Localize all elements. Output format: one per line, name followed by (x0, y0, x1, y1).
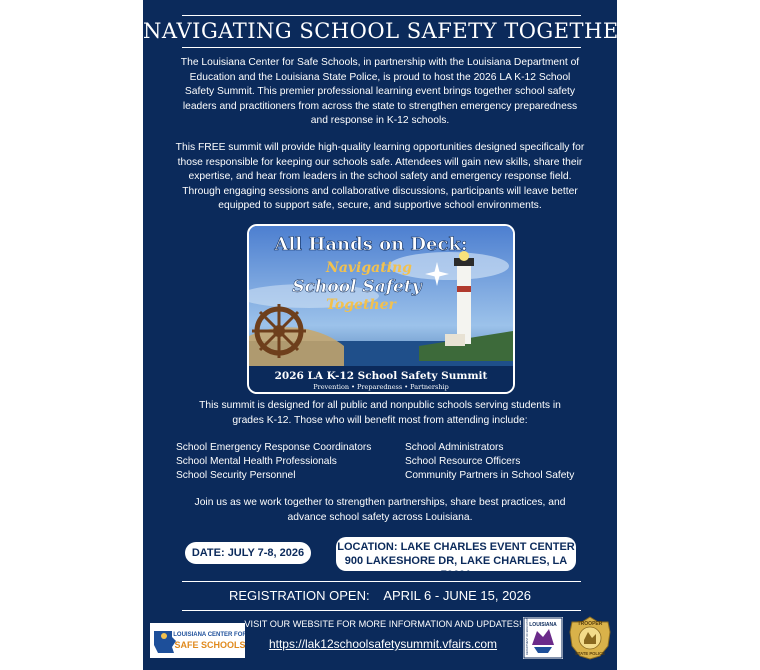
audience-list-right (405, 441, 574, 483)
intro-paragraph: The Louisiana Center for Safe Schools, in partnership with the Louisiana Department of Education and the Louisiana State Police, is proud to host the 2026 LA K-12 School Safety Summit. This premier professional learning event brings together school safety leaders and practitioners from across the state to strengthen emergency preparedness and response in K-12 schools. (180, 57, 580, 126)
banner-event-name: 2026 LA K-12 School Safety Summit (274, 370, 488, 382)
list-item: School Mental Health Professionals (176, 456, 337, 467)
top-rule (182, 15, 581, 16)
registration-bottom-rule (182, 610, 581, 611)
registration-label: REGISTRATION OPEN: (229, 588, 370, 603)
banner-script-1: Navigating (326, 260, 412, 276)
louisiana-state-police-badge (568, 616, 612, 660)
free-paragraph: This FREE summit will provide high-quality learning opportunities designed specifically for those responsible for keeping our schools safe. Attendees will gain new skills, share their expertise, and hear from leaders in the school safety and emergency response field. Through engaging sessions and collaborative discussions, participants will leave better equipped to support safe, secure, and supportive school environments. (175, 142, 585, 211)
location-line-2: 900 LAKESHORE DR, LAKE CHARLES, LA 70601 (344, 555, 568, 581)
lsp-logo-bottom: STATE POLICE (575, 651, 605, 656)
list-item: School Administrators (405, 442, 504, 453)
lcss-logo (150, 623, 245, 658)
registration-dates: APRIL 6 - JUNE 15, 2026 (383, 588, 531, 603)
lcss-logo-line-2: SAFE SCHOOLS (174, 640, 245, 650)
list-item: School Emergency Response Coordinators (176, 442, 372, 453)
join-paragraph: Join us as we work together to strengthen partnerships, share best practices, and advance school safety across Louisiana. (194, 497, 566, 523)
lsp-logo-top: TROOPER (577, 621, 603, 627)
registration-line (143, 588, 617, 603)
location-line-1: LOCATION: LAKE CHARLES EVENT CENTER (337, 541, 575, 553)
title-rule (182, 47, 581, 48)
location-badge (336, 537, 576, 581)
list-item: School Resource Officers (405, 456, 521, 467)
doe-logo-top: LOUISIANA (529, 622, 557, 628)
page-title: NAVIGATING SCHOOL SAFETY TOGETHER (143, 19, 635, 43)
louisiana-doe-logo (523, 617, 563, 659)
summit-banner-image (247, 224, 515, 394)
lcss-logo-line-1: LOUISIANA CENTER FOR (173, 632, 245, 638)
banner-script-2: School Safety (292, 277, 422, 297)
date-badge: DATE: JULY 7-8, 2026 (185, 542, 311, 564)
banner-headline: All Hands on Deck: (274, 234, 468, 255)
registration-top-rule (182, 581, 581, 582)
website-link[interactable]: https://lak12schoolsafetysummit.vfairs.com (268, 637, 498, 651)
list-item: School Security Personnel (176, 470, 296, 481)
flyer (143, 0, 635, 670)
list-item: Community Partners in School Safety (405, 470, 575, 481)
banner-script-3: Together (326, 297, 396, 313)
audience-intro: This summit is designed for all public and nonpublic schools serving students in grades K-12. Those who will benefit most from attending include: (199, 400, 561, 426)
banner-tagline: Prevention • Preparedness • Partnership (313, 383, 449, 391)
doe-logo-side: DEPARTMENT OF EDUCATION (526, 617, 529, 655)
visit-website-text: VISIT OUR WEBSITE FOR MORE INFORMATION AND UPDATES! (244, 619, 522, 629)
audience-list-left (176, 441, 371, 483)
